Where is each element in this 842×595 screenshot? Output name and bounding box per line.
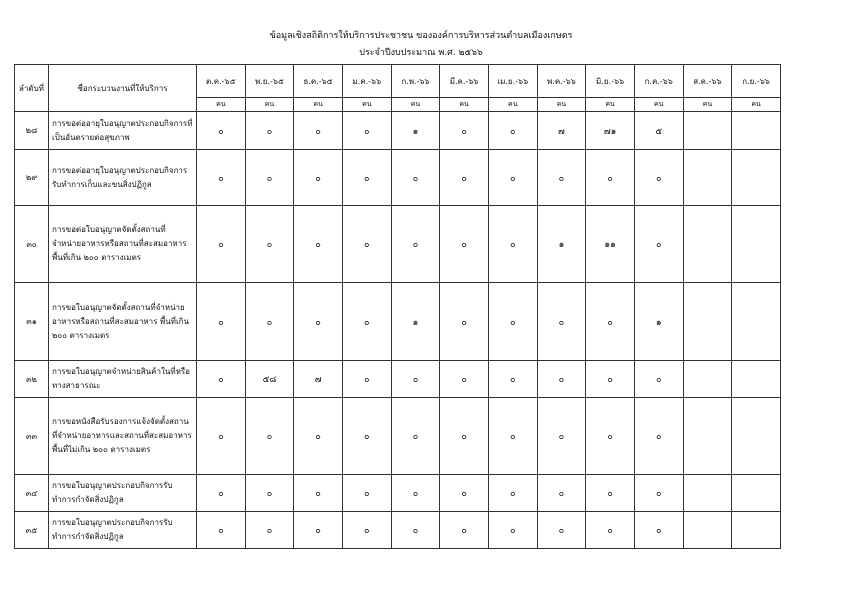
count-cell: ๐ — [586, 475, 635, 512]
count-cell — [683, 112, 732, 150]
unit-label: คน — [294, 98, 343, 112]
count-cell — [683, 475, 732, 512]
unit-label: คน — [245, 98, 294, 112]
count-cell: ๐ — [245, 283, 294, 361]
count-cell — [732, 112, 781, 150]
count-cell: ๐ — [197, 475, 246, 512]
count-cell: ๐ — [537, 150, 586, 206]
count-cell: ๗๑ — [586, 112, 635, 150]
count-cell: ๐ — [634, 398, 683, 475]
count-cell — [732, 512, 781, 549]
count-cell: ๐ — [197, 206, 246, 283]
count-cell — [732, 283, 781, 361]
count-cell: ๐ — [488, 283, 537, 361]
count-cell: ๐ — [634, 150, 683, 206]
count-cell: ๐ — [440, 206, 489, 283]
month-header: ก.ย.-๖๖ — [732, 65, 781, 98]
service-name: การขอหนังสือรับรองการแจ้งจัดตั้งสถานที่จำหน่ายอาหารและสถานที่สะสมอาหารพื้นที่ไม่เกิน ๒๐๐ ตารางเมตร — [49, 398, 197, 475]
month-header: ก.พ.-๖๖ — [391, 65, 440, 98]
page-title: ข้อมูลเชิงสถิติการให้บริการประชาชน ขององค์การบริหารส่วนตำบลเมืองเกษตร — [269, 31, 573, 41]
month-header: พ.ค.-๖๖ — [537, 65, 586, 98]
count-cell: ๐ — [440, 398, 489, 475]
count-cell: ๐ — [197, 512, 246, 549]
month-header: ต.ค.-๖๕ — [197, 65, 246, 98]
count-cell: ๐ — [294, 512, 343, 549]
table-row — [15, 283, 781, 361]
count-cell: ๐ — [488, 398, 537, 475]
count-cell — [683, 150, 732, 206]
count-cell: ๐ — [245, 512, 294, 549]
count-cell: ๐ — [245, 150, 294, 206]
table-row — [15, 150, 781, 206]
count-cell: ๕๘ — [245, 361, 294, 398]
count-cell — [683, 283, 732, 361]
count-cell: ๐ — [391, 206, 440, 283]
row-index: ๒๘ — [15, 112, 49, 150]
month-header: ม.ค.-๖๖ — [342, 65, 391, 98]
count-cell: ๐ — [537, 475, 586, 512]
count-cell: ๐ — [197, 112, 246, 150]
service-header: ชื่อกระบวนงานที่ให้บริการ — [49, 65, 197, 112]
unit-label: คน — [342, 98, 391, 112]
month-header: ส.ค.-๖๖ — [683, 65, 732, 98]
count-cell — [732, 398, 781, 475]
unit-label: คน — [634, 98, 683, 112]
table-row — [15, 475, 781, 512]
count-cell: ๐ — [342, 475, 391, 512]
count-cell: ๐ — [342, 512, 391, 549]
count-cell: ๐ — [197, 150, 246, 206]
count-cell: ๐ — [197, 361, 246, 398]
table-row — [15, 206, 781, 283]
count-cell: ๐ — [342, 398, 391, 475]
index-header: ลำดับที่ — [15, 65, 49, 112]
service-name: การขอใบอนุญาตจัดตั้งสถานที่จำหน่ายอาหารหรือสถานที่สะสมอาหาร พื้นที่เกิน ๒๐๐ ตารางเมตร — [49, 283, 197, 361]
table-row — [15, 112, 781, 150]
count-cell: ๐ — [537, 283, 586, 361]
count-cell: ๐ — [294, 206, 343, 283]
statistics-table — [14, 64, 781, 549]
count-cell: ๐ — [440, 283, 489, 361]
count-cell: ๐ — [294, 398, 343, 475]
count-cell: ๐ — [342, 283, 391, 361]
service-name: การขอใบอนุญาตประกอบกิจการรับทำการกำจัดสิ่งปฏิกูล — [49, 512, 197, 549]
count-cell: ๐ — [294, 112, 343, 150]
month-header: มิ.ย.-๖๖ — [586, 65, 635, 98]
count-cell: ๐ — [537, 512, 586, 549]
count-cell: ๗ — [537, 112, 586, 150]
count-cell: ๐ — [197, 398, 246, 475]
count-cell: ๐ — [586, 361, 635, 398]
count-cell: ๐ — [488, 512, 537, 549]
unit-label: คน — [440, 98, 489, 112]
count-cell: ๐ — [488, 112, 537, 150]
count-cell: ๐ — [197, 283, 246, 361]
count-cell — [732, 206, 781, 283]
count-cell: ๑ — [537, 206, 586, 283]
unit-label: คน — [488, 98, 537, 112]
count-cell: ๐ — [342, 206, 391, 283]
count-cell: ๐ — [634, 206, 683, 283]
count-cell — [683, 361, 732, 398]
count-cell: ๐ — [634, 361, 683, 398]
count-cell: ๐ — [245, 112, 294, 150]
month-header: มี.ค.-๖๖ — [440, 65, 489, 98]
row-index: ๓๐ — [15, 206, 49, 283]
count-cell: ๐ — [440, 112, 489, 150]
count-cell: ๐ — [245, 475, 294, 512]
count-cell: ๕ — [634, 112, 683, 150]
count-cell: ๗ — [294, 361, 343, 398]
count-cell — [683, 512, 732, 549]
count-cell: ๐ — [440, 475, 489, 512]
count-cell — [683, 206, 732, 283]
count-cell — [732, 150, 781, 206]
header-row — [15, 65, 781, 98]
unit-label: คน — [732, 98, 781, 112]
row-index: ๓๓ — [15, 398, 49, 475]
count-cell: ๐ — [634, 512, 683, 549]
count-cell: ๐ — [294, 150, 343, 206]
count-cell — [732, 475, 781, 512]
count-cell: ๑๑ — [586, 206, 635, 283]
row-index: ๓๔ — [15, 475, 49, 512]
unit-label: คน — [391, 98, 440, 112]
count-cell: ๑ — [391, 112, 440, 150]
page-subtitle: ประจำปีงบประมาณ พ.ศ. ๒๕๖๖ — [359, 48, 483, 58]
count-cell: ๑ — [634, 283, 683, 361]
count-cell: ๐ — [586, 150, 635, 206]
table-row — [15, 398, 781, 475]
count-cell — [683, 398, 732, 475]
month-header: เม.ย.-๖๖ — [488, 65, 537, 98]
month-header: ก.ค.-๖๖ — [634, 65, 683, 98]
row-index: ๓๒ — [15, 361, 49, 398]
count-cell: ๐ — [342, 361, 391, 398]
count-cell: ๐ — [245, 206, 294, 283]
count-cell: ๐ — [586, 398, 635, 475]
count-cell: ๐ — [245, 398, 294, 475]
count-cell: ๐ — [294, 283, 343, 361]
count-cell: ๐ — [586, 283, 635, 361]
month-header: ธ.ค.-๖๕ — [294, 65, 343, 98]
service-name: การขอใบอนุญาตจำหน่ายสินค้าในที่หรือทางสาธารณะ — [49, 361, 197, 398]
table-row — [15, 361, 781, 398]
count-cell: ๐ — [391, 398, 440, 475]
row-index: ๓๑ — [15, 283, 49, 361]
count-cell: ๐ — [537, 361, 586, 398]
count-cell: ๐ — [342, 112, 391, 150]
table-row — [15, 512, 781, 549]
count-cell: ๐ — [391, 512, 440, 549]
count-cell: ๐ — [294, 475, 343, 512]
count-cell: ๐ — [537, 398, 586, 475]
count-cell: ๑ — [391, 283, 440, 361]
count-cell: ๐ — [391, 361, 440, 398]
unit-label: คน — [683, 98, 732, 112]
month-header: พ.ย.-๖๕ — [245, 65, 294, 98]
count-cell: ๐ — [488, 150, 537, 206]
unit-label: คน — [197, 98, 246, 112]
service-name: การขอต่ออายุใบอนุญาตประกอบกิจการรับทำการเก็บและขนสิ่งปฏิกูล — [49, 150, 197, 206]
count-cell: ๐ — [440, 150, 489, 206]
row-index: ๒๙ — [15, 150, 49, 206]
count-cell: ๐ — [634, 475, 683, 512]
unit-label: คน — [537, 98, 586, 112]
count-cell — [732, 361, 781, 398]
service-name: การขอต่อใบอนุญาตจัดตั้งสถานที่จำหน่ายอาหารหรือสถานที่สะสมอาหาร พื้นที่เกิน ๒๐๐ ตารางเมตร — [49, 206, 197, 283]
count-cell: ๐ — [391, 475, 440, 512]
count-cell: ๐ — [440, 512, 489, 549]
count-cell: ๐ — [488, 206, 537, 283]
count-cell: ๐ — [342, 150, 391, 206]
count-cell: ๐ — [488, 361, 537, 398]
unit-label: คน — [586, 98, 635, 112]
count-cell: ๐ — [488, 475, 537, 512]
count-cell: ๐ — [391, 150, 440, 206]
service-name: การขอต่ออายุใบอนุญาตประกอบกิจการที่เป็นอันตรายต่อสุขภาพ — [49, 112, 197, 150]
service-name: การขอใบอนุญาตประกอบกิจการรับทำการกำจัดสิ่งปฏิกูล — [49, 475, 197, 512]
row-index: ๓๕ — [15, 512, 49, 549]
count-cell: ๐ — [440, 361, 489, 398]
count-cell: ๐ — [586, 512, 635, 549]
